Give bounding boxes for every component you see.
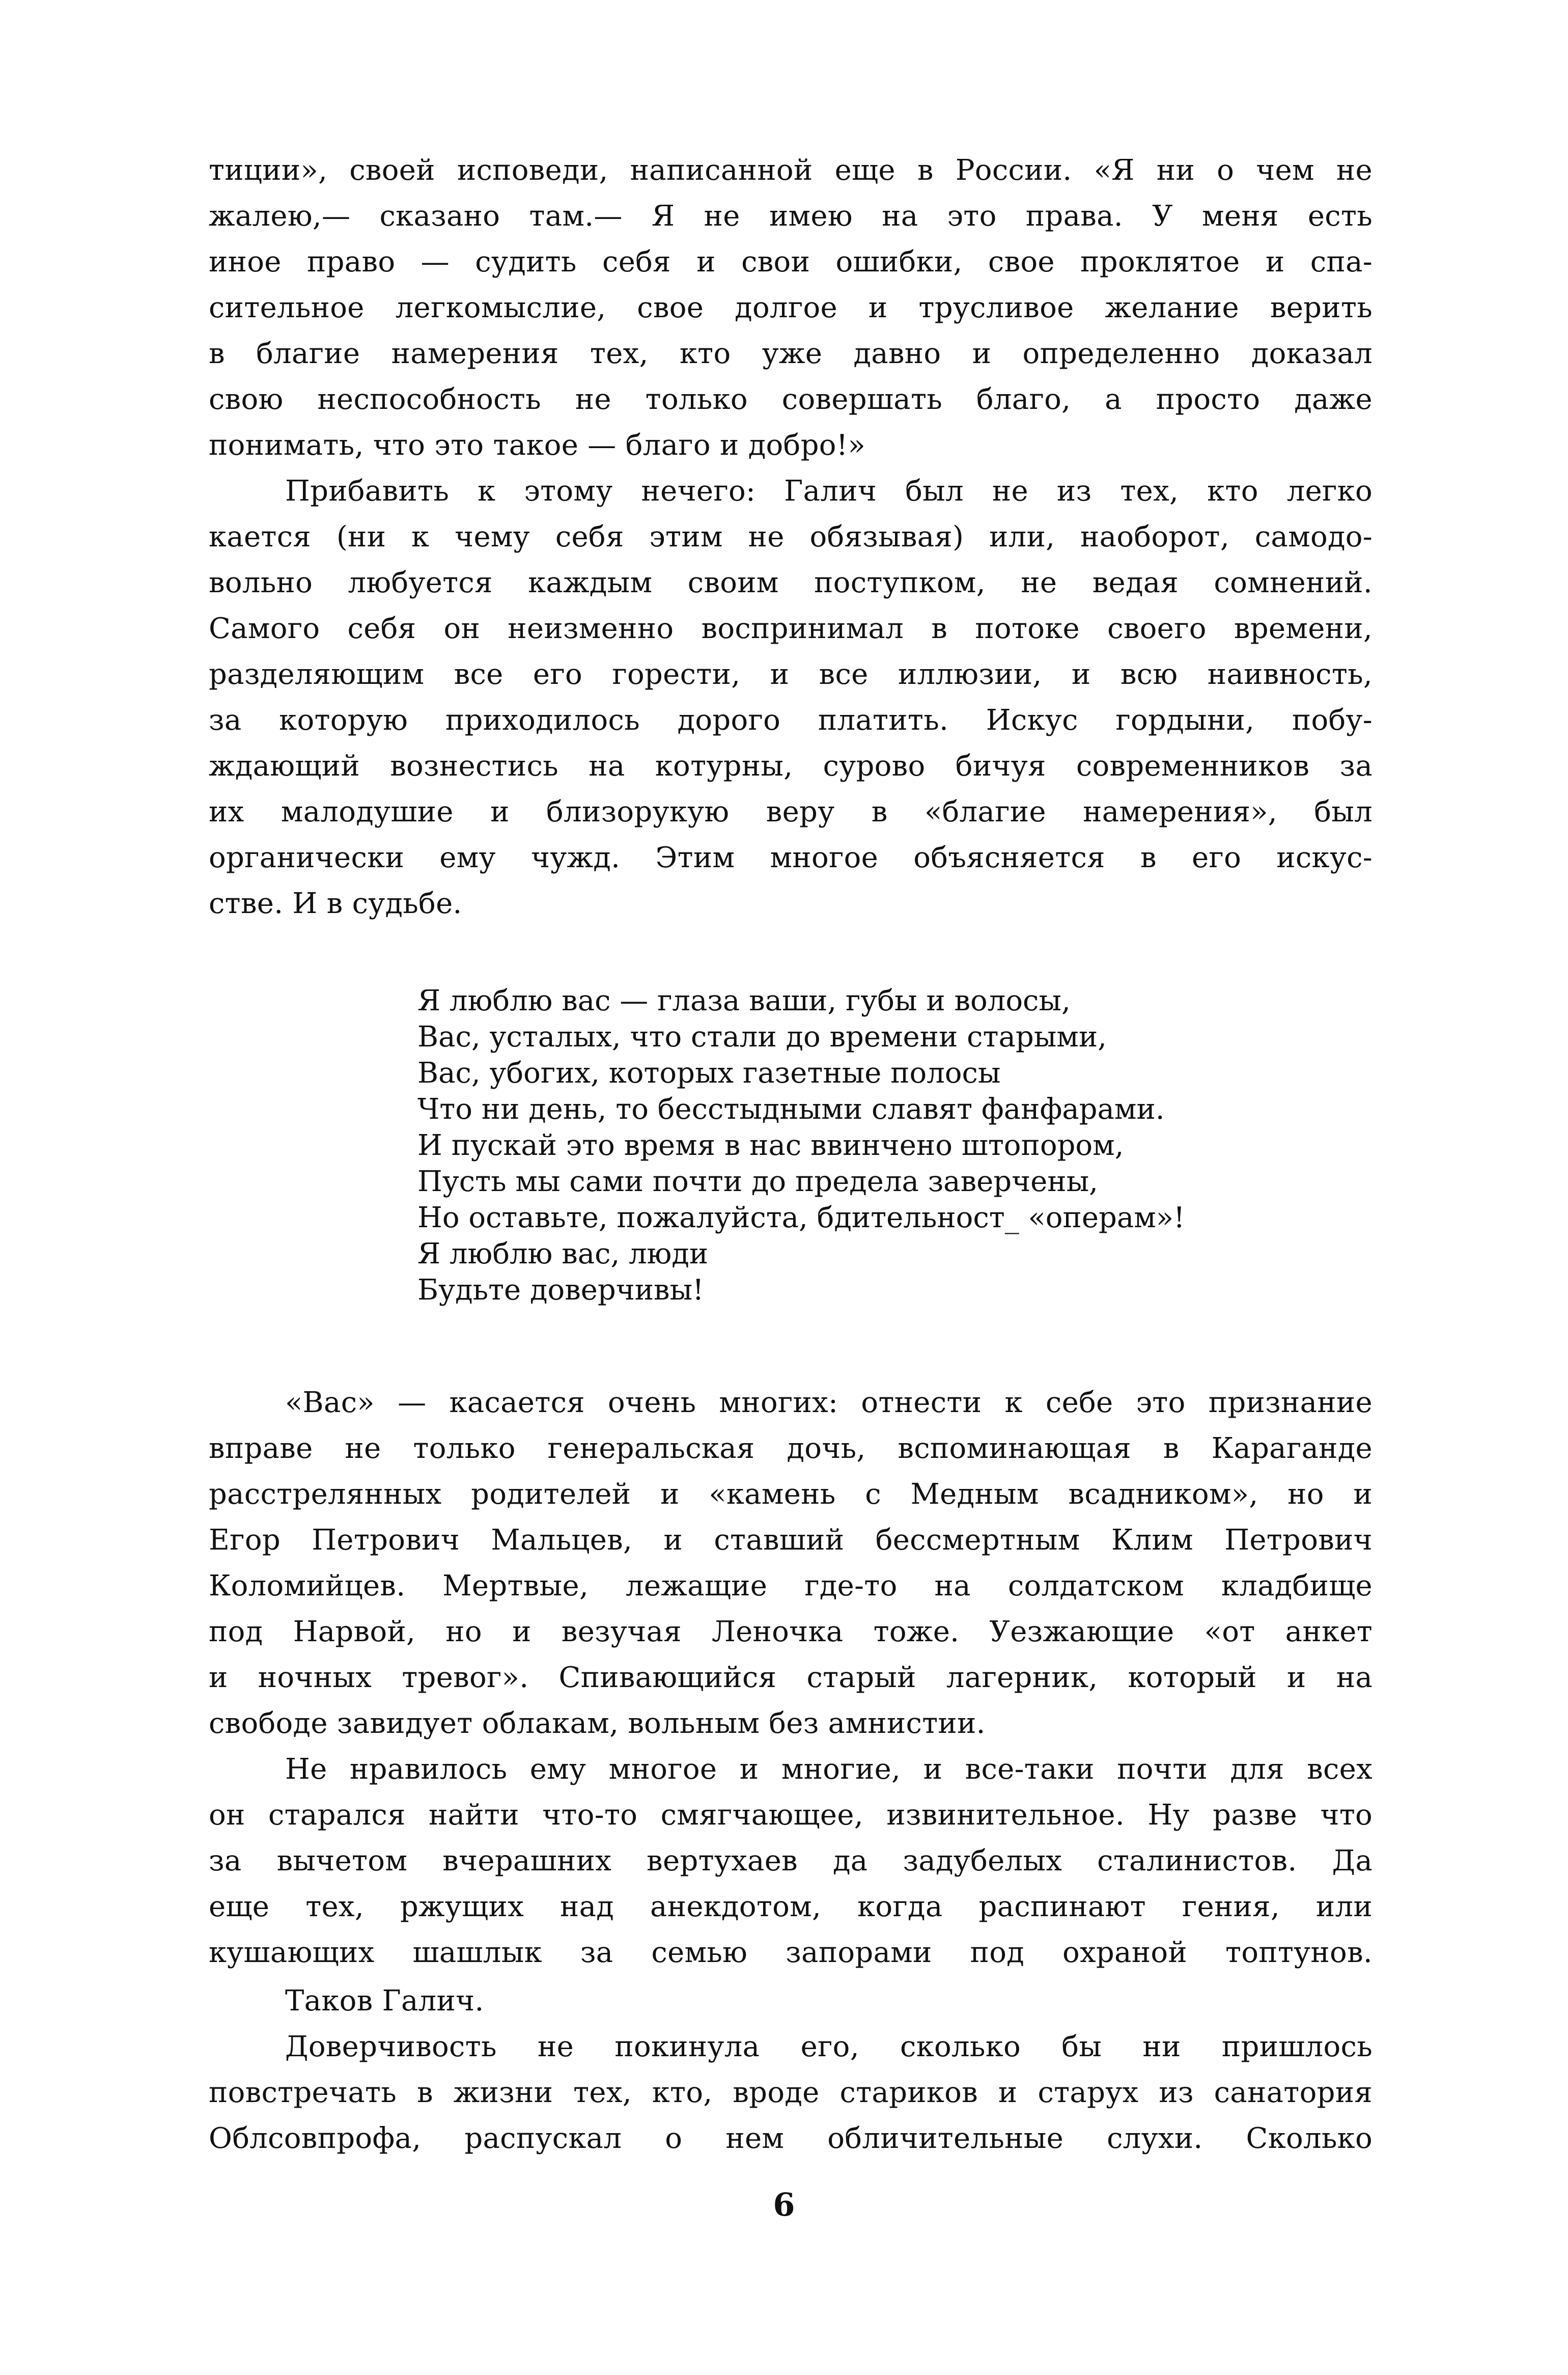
text-line: их малодушие и близорукую веру в «благие намерения», был [209,795,1373,829]
paragraph-1 [209,148,1373,468]
text-line: и ночных тревог». Спивающийся старый лагерник, который и на [209,1661,1373,1694]
text-line: свою неспособность не только совершать благо, а просто даже [209,383,1373,416]
text-line: тиции», своей исповеди, написанной еще в России. «Я ни о чем не [209,154,1373,187]
text-line: еще тех, ржущих над анекдотом, когда распинают гения, или [209,1890,1373,1923]
text-line: Егор Петрович Мальцев, и ставший бессмертным Клим Петрович [209,1524,1373,1557]
paragraph-3 [209,1380,1373,1747]
paragraph-5 [209,1978,1373,2024]
text-line: кается (ни к чему себя этим не обязывая) или, наоборот, самодо- [209,520,1373,554]
paragraph-2 [209,468,1373,927]
page-number: 6 [773,2186,795,2223]
text-line: Самого себя он неизменно воспринимал в потоке своего времени, [209,612,1373,645]
text-line: иное право — судить себя и свои ошибки, свое проклятое и спа- [209,245,1373,279]
text-line: сительное легкомыслие, свое долгое и трусливое желание верить [209,291,1373,324]
text-line: он старался найти что-то смягчающее, извинительное. Ну разве что [209,1799,1373,1832]
text-line: Облсовпрофа, распускал о нем обличительные слухи. Сколько [209,2122,1373,2155]
text-line: под Нарвой, но и везучая Леночка тоже. Уезжающие «от анкет [209,1615,1373,1648]
text-line: повстречать в жизни тех, кто, вроде стариков и старух из санатория [209,2076,1373,2109]
text-line: понимать, что это такое — благо и добро!» [209,429,866,462]
text-line: органически ему чужд. Этим многое объясняется в его искус- [209,841,1373,874]
text-line: вправе не только генеральская дочь, вспоминающая в Караганде [209,1432,1373,1465]
poem-quote [417,983,1385,1308]
text-line: стве. И в судьбе. [209,887,462,920]
poem-line: Вас, усталых, что стали до времени старыми, [417,1020,1107,1054]
text-line: жалею,— сказано там.— Я не имею на это права. У меня есть [209,200,1373,233]
text-line: Таков Галич. [285,1984,484,2018]
text-line: в благие намерения тех, кто уже давно и определенно доказал [209,337,1373,370]
poem-line: Вас, убогих, которых газетные полосы [417,1057,1001,1090]
text-line: ждающий вознестись на котурны, сурово бичуя современников за [209,750,1373,783]
text-line: вольно любуется каждым своим поступком, не ведая сомнений. [209,566,1373,599]
text-line: Коломийцев. Мертвые, лежащие где-то на солдатском кладбище [209,1569,1373,1603]
poem-line: Я люблю вас — глаза ваши, губы и волосы, [417,984,1071,1017]
text-line: разделяющим все его горести, и все иллюзии, и всю наивность, [209,658,1373,691]
paragraph-4 [209,1747,1373,1976]
text-line: за вычетом вчерашних вертухаев да задубелых сталинистов. Да [209,1844,1373,1877]
poem-line: Пусть мы сами почти до предела заверчены, [417,1165,1098,1198]
text-line: расстрелянных родителей и «камень с Медным всадником», но и [209,1478,1373,1511]
poem-line: И пускай это время в нас ввинчено штопором, [417,1129,1124,1162]
text-line: «Вас» — касается очень многих: отнести к себе это признание [285,1386,1373,1419]
text-line: Доверчивость не покинула его, сколько бы ни пришлось [285,2030,1373,2063]
text-line: Не нравилось ему многое и многие, и все-таки почти для всех [285,1753,1373,1786]
text-line: кушающих шашлык за семью запорами под охраной топтунов. [209,1936,1373,1969]
paragraph-6 [209,2024,1373,2162]
text-line: за которую приходилось дорого платить. Искус гордыни, побу- [209,704,1373,737]
poem-line: Что ни день, то бесстыдными славят фанфарами. [417,1093,1165,1126]
poem-line: Будьте доверчивы! [417,1274,704,1307]
poem-line: Но оставьте, пожалуйста, бдительност_ «операм»! [417,1201,1185,1234]
text-line: Прибавить к этому нечего: Галич был не из тех, кто легко [285,475,1373,508]
poem-line: Я люблю вас, люди [417,1237,709,1271]
text-line: свободе завидует облакам, вольным без амнистии. [209,1707,986,1740]
